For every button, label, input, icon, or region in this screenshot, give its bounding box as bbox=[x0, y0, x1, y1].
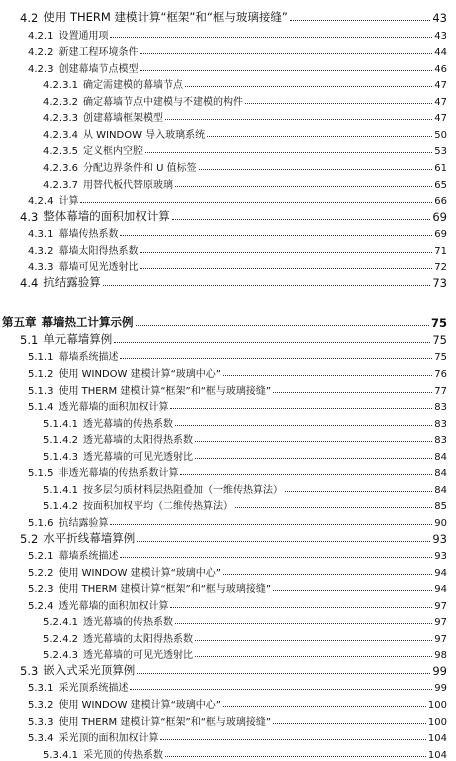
toc-entry[interactable] bbox=[0, 429, 456, 446]
toc-page-number: 47 bbox=[434, 113, 447, 124]
toc-page-number: 53 bbox=[434, 146, 447, 157]
toc-entry-title: 使用 THERM 建模计算“框架”和“框与玻璃接缝” bbox=[58, 717, 272, 728]
toc-entry-title: 透光幕墙的传热系数 bbox=[83, 617, 173, 628]
toc-leader-dots bbox=[137, 673, 430, 674]
toc-entry-number: 5.1.4.3 bbox=[43, 452, 78, 463]
toc-entry-number: 4.2.4 bbox=[28, 196, 54, 207]
toc-leader-dots bbox=[273, 392, 432, 393]
toc-entry-title: 透光幕墙的太阳得热系数 bbox=[83, 435, 193, 446]
toc-entry-number: 5.1.4 bbox=[28, 402, 54, 413]
toc-page-number: 93 bbox=[432, 532, 447, 546]
toc-entry-title: 幕墙系统描述 bbox=[58, 352, 119, 363]
toc-entry-number: 5.2.4.3 bbox=[43, 650, 78, 661]
toc-page-number: 76 bbox=[434, 369, 447, 380]
toc-entry[interactable] bbox=[0, 124, 456, 141]
toc-leader-dots bbox=[235, 507, 432, 508]
toc-entry-title: 非透光幕墙的传热系数计算 bbox=[58, 468, 179, 479]
toc-page-number: 98 bbox=[434, 650, 447, 661]
toc-leader-dots bbox=[195, 640, 432, 641]
toc-entry[interactable] bbox=[0, 727, 456, 744]
toc-leader-dots bbox=[273, 590, 432, 591]
toc-entry-number: 4.2.3.4 bbox=[43, 130, 78, 141]
toc-leader-dots bbox=[136, 325, 429, 326]
toc-entry-number: 4.3.2 bbox=[28, 246, 54, 257]
toc-leader-dots bbox=[120, 358, 432, 359]
toc-page-number: 84 bbox=[434, 452, 447, 463]
toc-entry-number: 5.1.4.2 bbox=[43, 435, 78, 446]
toc-entry-number: 4.2.2 bbox=[28, 47, 54, 58]
toc-entry-title: 确定需建模的幕墙节点 bbox=[83, 80, 183, 91]
toc-page-number: 99 bbox=[432, 664, 447, 678]
toc-entry-number: 4.4 bbox=[20, 276, 39, 290]
toc-leader-dots bbox=[223, 706, 426, 707]
toc-entry[interactable] bbox=[0, 495, 456, 512]
toc-entry-number: 4.2 bbox=[20, 11, 39, 25]
toc-page-number: 75 bbox=[432, 333, 447, 347]
toc-leader-dots bbox=[273, 723, 426, 724]
toc-entry-title: 抗结露验算 bbox=[43, 275, 101, 289]
toc-entry[interactable] bbox=[0, 8, 456, 25]
toc-page-number: 43 bbox=[434, 31, 447, 42]
toc-page-number: 83 bbox=[434, 402, 447, 413]
toc-entry[interactable] bbox=[0, 744, 456, 761]
toc-entry[interactable] bbox=[0, 628, 456, 645]
toc-entry-title: 透光幕墙的可见光透射比 bbox=[83, 452, 193, 463]
toc-page-number: 90 bbox=[434, 518, 447, 529]
toc-page-number: 77 bbox=[434, 386, 447, 397]
toc-entry[interactable] bbox=[0, 529, 456, 546]
toc-entry-number: 5.3.1 bbox=[28, 683, 54, 694]
toc-page-number: 69 bbox=[434, 229, 447, 240]
toc-entry-number: 5.3.4.1 bbox=[43, 750, 78, 761]
toc-page-number: 47 bbox=[434, 97, 447, 108]
toc-entry-number: 5.3.3 bbox=[28, 717, 54, 728]
toc-entry-title: 使用 THERM 建模计算“框架”和“框与玻璃接缝” bbox=[43, 10, 288, 24]
toc-entry-number: 5.2.1 bbox=[28, 551, 54, 562]
toc-entry[interactable] bbox=[0, 446, 456, 463]
toc-leader-dots bbox=[145, 152, 432, 153]
toc-page-number: 84 bbox=[434, 485, 447, 496]
toc-entry-title: 透光幕墙的面积加权计算 bbox=[58, 601, 169, 612]
toc-leader-dots bbox=[245, 103, 432, 104]
toc-entry[interactable] bbox=[0, 157, 456, 174]
toc-entry-number: 4.2.3 bbox=[28, 64, 54, 75]
toc-entry-number: 4.2.3.6 bbox=[43, 163, 78, 174]
toc-page-number: 44 bbox=[434, 47, 447, 58]
toc-entry-title: 使用 THERM 建模计算“框架”和“框与玻璃接缝” bbox=[58, 584, 272, 595]
toc-entry[interactable] bbox=[0, 240, 456, 257]
toc-leader-dots bbox=[165, 756, 426, 757]
toc-entry-number: 4.3.3 bbox=[28, 262, 54, 273]
toc-entry[interactable] bbox=[0, 661, 456, 678]
toc-entry-title: 透光幕墙的可见光透射比 bbox=[83, 650, 193, 661]
toc-entry-number: 5.1.3 bbox=[28, 386, 54, 397]
toc-page-number: 97 bbox=[434, 601, 447, 612]
toc-leader-dots bbox=[195, 458, 432, 459]
toc-leader-dots bbox=[103, 285, 431, 286]
toc-entry-number: 5.3.2 bbox=[28, 700, 54, 711]
toc-entry[interactable] bbox=[0, 611, 456, 628]
toc-page-number: 97 bbox=[434, 617, 447, 628]
toc-page-number: 71 bbox=[434, 246, 447, 257]
toc-entry-title: 采光顶的传热系数 bbox=[83, 750, 163, 761]
toc-entry-number: 5.2.2 bbox=[28, 568, 54, 579]
toc-page-number: 66 bbox=[434, 196, 447, 207]
toc-entry-title: 幕墙系统描述 bbox=[58, 551, 119, 562]
toc-page-number: 61 bbox=[434, 163, 447, 174]
toc-entry-title: 采光顶系统描述 bbox=[58, 683, 129, 694]
toc-entry-number: 4.2.3.5 bbox=[43, 146, 78, 157]
toc-entry[interactable] bbox=[0, 107, 456, 124]
toc-entry-title: 按多层匀质材料层热阻叠加（一维传热算法） bbox=[83, 485, 283, 496]
toc-page-number: 100 bbox=[427, 700, 447, 711]
toc-page-number: 73 bbox=[432, 276, 447, 290]
toc-entry[interactable] bbox=[0, 380, 456, 397]
toc-entry-number: 5.2 bbox=[20, 532, 39, 546]
toc-entry-number: 4.2.3.2 bbox=[43, 97, 78, 108]
toc-entry-number: 5.3.4 bbox=[28, 733, 54, 744]
toc-page-number: 72 bbox=[434, 262, 447, 273]
toc-leader-dots bbox=[185, 86, 432, 87]
toc-page-number: 104 bbox=[427, 733, 447, 744]
toc-leader-dots bbox=[80, 202, 432, 203]
toc-leader-dots bbox=[199, 169, 433, 170]
toc-entry-title: 透光幕墙的面积加权计算 bbox=[58, 402, 169, 413]
toc-entry[interactable] bbox=[0, 396, 456, 413]
toc-entry-title: 设置通用项 bbox=[58, 31, 109, 42]
toc-page-number: 69 bbox=[432, 210, 447, 224]
toc-entry-title: 透光幕墙的太阳得热系数 bbox=[83, 634, 193, 645]
toc-leader-dots bbox=[110, 524, 432, 525]
toc-leader-dots bbox=[165, 119, 432, 120]
toc-entry[interactable] bbox=[0, 74, 456, 91]
toc-leader-dots bbox=[120, 557, 432, 558]
toc-entry[interactable] bbox=[0, 545, 456, 562]
toc-entry-title: 新建工程环境条件 bbox=[58, 47, 139, 58]
toc-leader-dots bbox=[180, 474, 432, 475]
toc-entry[interactable] bbox=[0, 578, 456, 595]
toc-leader-dots bbox=[290, 20, 431, 21]
toc-page-number: 104 bbox=[427, 750, 447, 761]
toc-entry[interactable] bbox=[0, 694, 456, 711]
toc-entry-title: 确定幕墙节点中建模与不建模的构件 bbox=[83, 97, 243, 108]
toc-entry[interactable] bbox=[0, 25, 456, 42]
toc-entry-number: 5.1.5 bbox=[28, 468, 54, 479]
toc-page-number: 100 bbox=[427, 717, 447, 728]
toc-entry[interactable] bbox=[0, 273, 456, 290]
toc-entry[interactable] bbox=[0, 363, 456, 380]
toc-page-number: 47 bbox=[434, 80, 447, 91]
toc-leader-dots bbox=[160, 739, 425, 740]
toc-entry[interactable] bbox=[0, 223, 456, 240]
toc-entry[interactable] bbox=[0, 413, 456, 430]
toc-entry-number: 4.2.3.3 bbox=[43, 113, 78, 124]
toc-page-number: 93 bbox=[434, 551, 447, 562]
toc-entry-number: 5.1.2 bbox=[28, 369, 54, 380]
toc-entry-title: 分配边界条件和 U 值标签 bbox=[83, 163, 197, 174]
toc-leader-dots bbox=[130, 689, 432, 690]
toc-leader-dots bbox=[175, 186, 432, 187]
toc-page-number: 94 bbox=[434, 584, 447, 595]
toc-leader-dots bbox=[137, 541, 430, 542]
toc-leader-dots bbox=[207, 136, 432, 137]
toc-entry[interactable] bbox=[0, 330, 456, 347]
toc-entry-number: 5.1.1 bbox=[28, 352, 54, 363]
toc-entry-title: 幕墙热工计算示例 bbox=[41, 315, 134, 329]
toc-entry-title: 使用 WINDOW 建模计算“玻璃中心” bbox=[58, 700, 221, 711]
toc-entry-number: 5.1.4.1 bbox=[43, 485, 78, 496]
toc-entry-title: 幕墙传热系数 bbox=[58, 229, 119, 240]
toc-entry[interactable] bbox=[0, 91, 456, 108]
toc-leader-dots bbox=[223, 375, 432, 376]
toc-entry-title: 幕墙可见光透射比 bbox=[58, 262, 139, 273]
toc-entry-title: 嵌入式采光顶算例 bbox=[43, 663, 136, 677]
toc-entry[interactable] bbox=[0, 140, 456, 157]
toc-entry[interactable] bbox=[0, 58, 456, 75]
toc-entry-number: 4.2.3.7 bbox=[43, 180, 78, 191]
toc-entry[interactable] bbox=[0, 595, 456, 612]
toc-entry-title: 用替代板代替原玻璃 bbox=[83, 180, 173, 191]
toc-entry[interactable] bbox=[0, 677, 456, 694]
toc-entry[interactable] bbox=[0, 190, 456, 207]
toc-entry-number: 5.1.6 bbox=[28, 518, 54, 529]
toc-entry-title: 计算 bbox=[58, 196, 79, 207]
toc-page-number: 83 bbox=[434, 419, 447, 430]
toc-page-number: 94 bbox=[434, 568, 447, 579]
toc-leader-dots bbox=[120, 235, 432, 236]
toc-page-number: 83 bbox=[434, 435, 447, 446]
toc-entry-title: 幕墙太阳得热系数 bbox=[58, 246, 139, 257]
toc-entry-title: 使用 WINDOW 建模计算“玻璃中心” bbox=[58, 369, 221, 380]
toc-leader-dots bbox=[285, 491, 432, 492]
toc-entry[interactable] bbox=[0, 174, 456, 191]
toc-leader-dots bbox=[170, 607, 432, 608]
toc-entry[interactable] bbox=[0, 711, 456, 728]
toc-leader-dots bbox=[114, 342, 430, 343]
toc-entry[interactable] bbox=[0, 479, 456, 496]
toc-entry-title: 创建幕墙框架模型 bbox=[83, 113, 163, 124]
toc-page-number: 75 bbox=[430, 316, 447, 330]
toc-entry-title: 创建幕墙节点模型 bbox=[58, 64, 139, 75]
toc-leader-dots bbox=[140, 252, 432, 253]
toc-page-number: 84 bbox=[434, 468, 447, 479]
toc-leader-dots bbox=[140, 70, 432, 71]
toc-entry-number: 4.3.1 bbox=[28, 229, 54, 240]
toc-leader-dots bbox=[195, 656, 432, 657]
toc-entry-title: 水平折线幕墙算例 bbox=[43, 531, 136, 545]
toc-entry[interactable] bbox=[0, 41, 456, 58]
toc-leader-dots bbox=[223, 574, 432, 575]
toc-entry-number: 5.1.4.2 bbox=[43, 501, 78, 512]
toc-leader-dots bbox=[110, 37, 432, 38]
toc-entry-title: 使用 WINDOW 建模计算“玻璃中心” bbox=[58, 568, 221, 579]
toc-leader-dots bbox=[140, 268, 432, 269]
toc-entry-number: 5.2.3 bbox=[28, 584, 54, 595]
toc-entry-number: 5.2.4.2 bbox=[43, 634, 78, 645]
toc-leader-dots bbox=[172, 219, 431, 220]
toc-page-number: 75 bbox=[434, 352, 447, 363]
toc-leader-dots bbox=[175, 623, 432, 624]
toc-leader-dots bbox=[195, 441, 432, 442]
toc-entry[interactable] bbox=[0, 256, 456, 273]
toc-entry-title: 整体幕墙的面积加权计算 bbox=[43, 209, 170, 223]
toc-page-number: 97 bbox=[434, 634, 447, 645]
toc-entry-number: 5.1.4.1 bbox=[43, 419, 78, 430]
toc-entry-title: 使用 THERM 建模计算“框架”和“框与玻璃接缝” bbox=[58, 386, 272, 397]
toc-entry-number: 5.2.4.1 bbox=[43, 617, 78, 628]
toc-entry-number: 第五章 bbox=[2, 315, 37, 329]
toc-entry-number: 4.2.3.1 bbox=[43, 80, 78, 91]
toc-entry[interactable] bbox=[0, 346, 456, 363]
toc-entry[interactable] bbox=[0, 207, 456, 224]
toc-entry-title: 采光顶的面积加权计算 bbox=[58, 733, 159, 744]
toc-leader-dots bbox=[175, 425, 432, 426]
toc-entry-title: 单元幕墙算例 bbox=[43, 332, 113, 346]
toc-entry[interactable] bbox=[0, 512, 456, 529]
toc-entry[interactable] bbox=[0, 644, 456, 661]
toc-entry-title: 透光幕墙的传热系数 bbox=[83, 419, 173, 430]
toc-page-number: 85 bbox=[434, 501, 447, 512]
toc-entry-number: 5.1 bbox=[20, 333, 39, 347]
toc-entry-title: 抗结露验算 bbox=[58, 518, 109, 529]
toc-leader-dots bbox=[170, 408, 432, 409]
toc-page-number: 43 bbox=[432, 11, 447, 25]
toc-entry-number: 5.2.4 bbox=[28, 601, 54, 612]
toc-page-number: 65 bbox=[434, 180, 447, 191]
toc-page-number: 99 bbox=[434, 683, 447, 694]
toc-leader-dots bbox=[140, 53, 432, 54]
toc-page-number: 46 bbox=[434, 64, 447, 75]
toc-entry-number: 4.2.1 bbox=[28, 31, 54, 42]
toc-entry[interactable] bbox=[0, 562, 456, 579]
toc-chapter-heading[interactable] bbox=[0, 313, 456, 330]
toc-entry[interactable] bbox=[0, 462, 456, 479]
toc-entry-title: 定义框内空腔 bbox=[83, 146, 143, 157]
toc-entry-title: 按面积加权平均（二维传热算法） bbox=[83, 501, 233, 512]
toc-entry-number: 4.3 bbox=[20, 210, 39, 224]
toc-entry-title: 从 WINDOW 导入玻璃系统 bbox=[83, 130, 206, 141]
toc-page-number: 50 bbox=[434, 130, 447, 141]
toc-entry-number: 5.3 bbox=[20, 664, 39, 678]
